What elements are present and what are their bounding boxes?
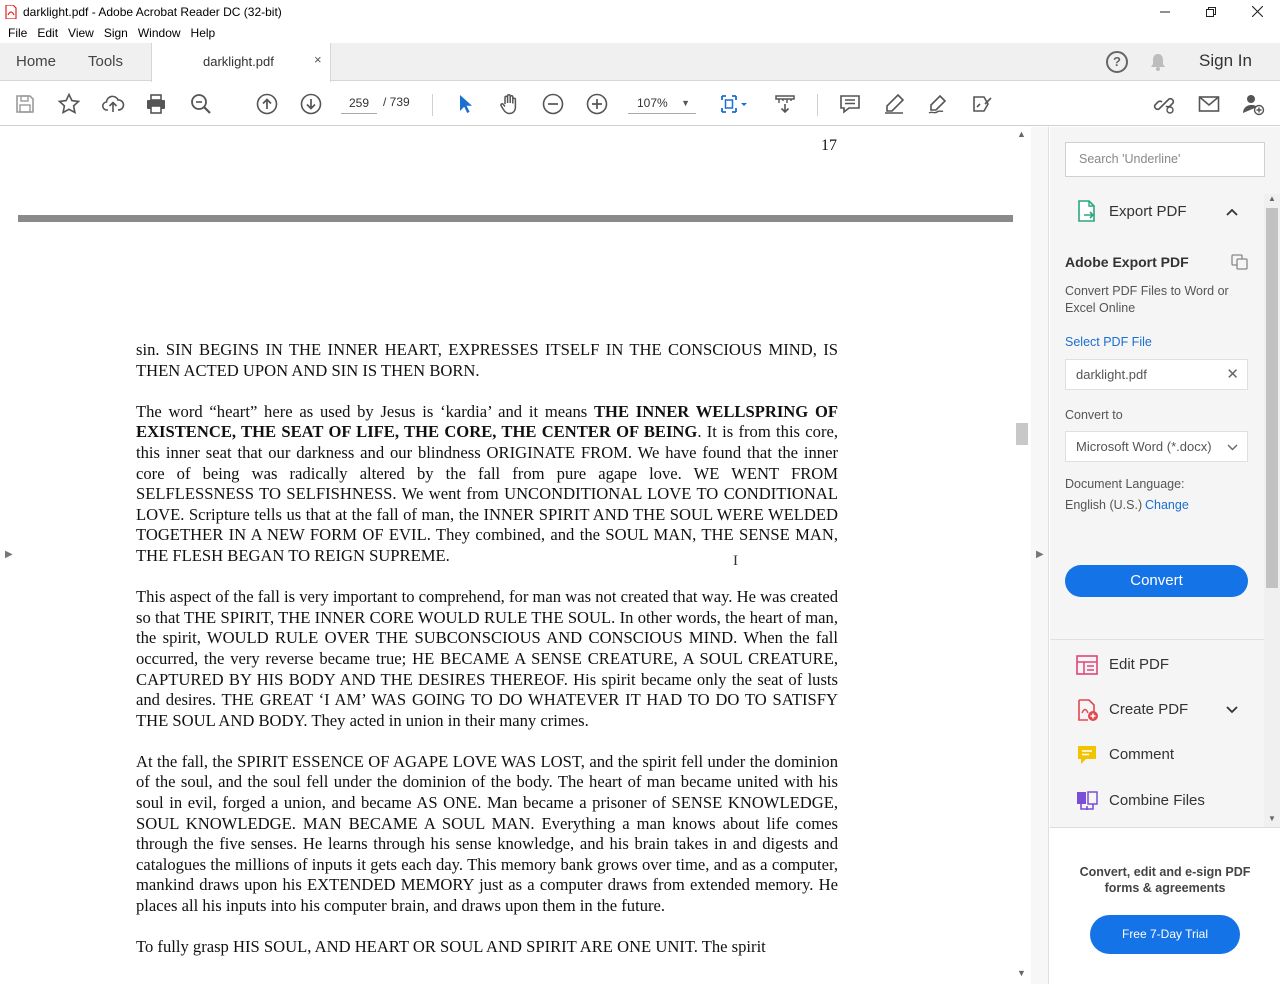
minimize-button[interactable] bbox=[1142, 0, 1188, 23]
page-number-label: 17 bbox=[821, 137, 837, 154]
toolbar-divider bbox=[432, 94, 433, 116]
chevron-right-icon: ▶ bbox=[1036, 549, 1044, 560]
chevron-down-icon: ▼ bbox=[681, 98, 690, 108]
menu-bar bbox=[0, 23, 1280, 43]
hand-icon bbox=[497, 92, 521, 116]
scroll-down-icon[interactable]: ▼ bbox=[1268, 814, 1276, 823]
document-scrollbar[interactable] bbox=[1013, 127, 1031, 984]
scrollbar-thumb[interactable] bbox=[1016, 423, 1028, 445]
convert-format-select[interactable] bbox=[1065, 431, 1248, 462]
menu-help[interactable]: Help bbox=[190, 26, 216, 40]
fit-page-button[interactable] bbox=[716, 91, 752, 117]
export-pdf-label: Export PDF bbox=[1109, 203, 1187, 220]
zoom-in-button[interactable] bbox=[584, 91, 610, 117]
text-cursor-icon: I bbox=[733, 553, 738, 569]
create-pdf-icon bbox=[1075, 698, 1099, 722]
convert-to-label: Convert to bbox=[1065, 408, 1123, 422]
tab-bar bbox=[0, 43, 1280, 81]
find-button[interactable] bbox=[188, 91, 214, 117]
maximize-button[interactable] bbox=[1188, 0, 1234, 23]
convert-format-value: Microsoft Word (*.docx) bbox=[1076, 439, 1212, 454]
menu-sign[interactable]: Sign bbox=[103, 26, 128, 40]
selected-file-field[interactable] bbox=[1065, 359, 1248, 390]
tool-label: Combine Files bbox=[1109, 792, 1205, 809]
chevron-right-icon: ▶ bbox=[5, 549, 13, 560]
export-pdf-header[interactable] bbox=[1075, 199, 1245, 225]
document-view[interactable] bbox=[0, 127, 1031, 984]
toolbar-divider bbox=[817, 94, 818, 116]
promo-text: Convert, edit and e-sign PDF forms & agreements bbox=[1079, 865, 1251, 895]
tool-label: Edit PDF bbox=[1109, 656, 1170, 673]
copy-documents-icon[interactable] bbox=[1231, 254, 1249, 270]
right-tools-pane bbox=[1050, 127, 1280, 984]
hand-tool-button[interactable] bbox=[496, 91, 522, 117]
upload-button[interactable] bbox=[100, 91, 126, 117]
scroll-up-icon[interactable]: ▲ bbox=[1017, 129, 1026, 139]
combine-files-icon bbox=[1075, 789, 1099, 813]
tab-document[interactable] bbox=[151, 43, 331, 82]
page-down-icon bbox=[299, 92, 323, 116]
add-user-icon bbox=[1241, 92, 1265, 116]
page-number-input[interactable]: 259 bbox=[341, 92, 377, 114]
paragraph bbox=[136, 937, 838, 958]
highlight-pen-icon bbox=[882, 92, 906, 116]
free-trial-button[interactable]: Free 7-Day Trial bbox=[1090, 915, 1240, 954]
minimize-icon bbox=[1160, 7, 1170, 17]
zoom-level-select[interactable] bbox=[628, 92, 696, 114]
fill-sign-button[interactable] bbox=[969, 91, 995, 117]
scroll-down-icon[interactable]: ▼ bbox=[1017, 968, 1026, 978]
adobe-export-description: Convert PDF Files to Word or Excel Online bbox=[1065, 284, 1229, 315]
selected-file-name: darklight.pdf bbox=[1076, 367, 1147, 382]
select-tool-button[interactable] bbox=[452, 91, 478, 117]
select-pdf-file-link[interactable]: Select PDF File bbox=[1065, 335, 1152, 349]
text-run: . It is from this core, this inner seat that our darkness and our blindness ORIGINATE FROM. We have found that the inner core of being was radically altered by the fall from pure agape love. WE WENT FROM SELFLESSNESS TO SELFISHNESS. We went from UNCONDITIONAL LOVE TO CONDITIONAL LOVE. Scripture tells us that at the fall of man, the INNER SPIRIT AND THE SOUL WERE WELDED TOGETHER IN A NEW FORM OF EVIL. They combined, and the SOUL MAN, THE SENSE MAN, THE FLESH BEGAN TO REIGN SUPREME. bbox=[136, 422, 838, 565]
scrollbar-thumb[interactable] bbox=[1266, 208, 1278, 588]
window-title: darklight.pdf - Adobe Acrobat Reader DC (32-bit) bbox=[23, 4, 282, 19]
save-button[interactable] bbox=[12, 91, 38, 117]
pane-divider bbox=[1050, 639, 1264, 640]
next-page-button[interactable] bbox=[298, 91, 324, 117]
page-separator bbox=[18, 215, 1013, 222]
email-button[interactable] bbox=[1196, 91, 1222, 117]
text-run: The word “heart” here as used by Jesus is ‘kardia’ and it means bbox=[136, 401, 594, 421]
email-icon bbox=[1197, 92, 1221, 116]
previous-page-button[interactable] bbox=[254, 91, 280, 117]
page-up-icon bbox=[255, 92, 279, 116]
right-pane-scrollbar[interactable] bbox=[1264, 194, 1280, 827]
share-link-button[interactable] bbox=[1151, 91, 1177, 117]
window-controls bbox=[1142, 0, 1280, 23]
toolbar bbox=[0, 82, 1280, 126]
menu-edit[interactable]: Edit bbox=[37, 26, 59, 40]
text-run: This aspect of the fall is very important to comprehend, for man was not created that way. He was created so that THE SPIRIT, THE INNER CORE WOULD RULE THE SOUL. In other words, the heart of man, the spirit, WOULD RULE OVER THE SUBCONSCIOUS AND CONSCIOUS MIND. When the fall occurred, the very reverse became true; HE BECAME A SENSE CREATURE, A SOUL CREATURE, CAPTURED BY HIS BODY AND THE DESIRES THEREOF. His spirit became only the seat of lusts and desires. THE GREAT ‘I AM’ WAS GOING TO DO WHATEVER IT HAD TO DO TO SATISFY THE SOUL AND BODY. They acted in union in their many crimes. bbox=[136, 587, 838, 730]
text-run: At the fall, the SPIRIT ESSENCE OF AGAPE LOVE WAS LOST, and the spirit fell under the dominion of the soul, and the soul fell under the dominion of the body. The heart of man became united with his soul in evil, forged a union, and became AS ONE. Man became a prisoner of SENSE KNOWLEDGE, SOUL KNOWLEDGE. MAN BECAME A SOUL MAN. Everything a man knows about life comes through the five senses. He learns through his sense knowledge, and his brain takes in and digests and catalogues the millions of inputs it gets each day. This memory bank grows over time, and as a computer, mankind draws upon his EXTENDED MEMORY just as a computer draws from extended memory. He places all his inputs into his computer brain, and draws upon them in the future. bbox=[136, 751, 838, 916]
acrobat-icon bbox=[5, 5, 17, 19]
change-language-link[interactable]: Change bbox=[1145, 498, 1189, 512]
share-link-icon bbox=[1152, 92, 1176, 116]
tool-create-pdf[interactable] bbox=[1075, 696, 1255, 724]
menu-file[interactable]: File bbox=[8, 26, 28, 40]
page-body-text bbox=[136, 340, 838, 978]
tools-search-input[interactable]: Search 'Underline' bbox=[1065, 142, 1265, 177]
help-icon[interactable]: ? bbox=[1106, 51, 1128, 73]
notification-bell-icon[interactable] bbox=[1148, 52, 1168, 72]
menu-view[interactable]: View bbox=[68, 26, 94, 40]
tab-home[interactable]: Home bbox=[16, 53, 57, 70]
comment-icon bbox=[838, 92, 862, 116]
bold-text-run: THE INNER WELLSPRING OF EXISTENCE, THE SEAT OF LIFE, THE CORE, THE CENTER OF BEING bbox=[136, 401, 838, 442]
zoom-out-icon bbox=[541, 92, 565, 116]
paragraph bbox=[136, 587, 838, 731]
zoom-search-icon bbox=[189, 92, 213, 116]
chevron-down-icon bbox=[1227, 442, 1238, 453]
promo-panel bbox=[1050, 827, 1280, 984]
tool-edit-pdf[interactable] bbox=[1075, 651, 1255, 679]
convert-button[interactable]: Convert bbox=[1065, 565, 1248, 597]
upload-icon bbox=[101, 92, 125, 116]
comment-icon bbox=[1075, 743, 1099, 767]
text-run: To fully grasp HIS SOUL, AND HEART OR SOUL AND SPIRIT ARE ONE UNIT. The spirit bbox=[136, 937, 766, 957]
close-window-button[interactable] bbox=[1234, 0, 1280, 23]
highlight-tool-button[interactable] bbox=[881, 91, 907, 117]
fill-sign-icon bbox=[970, 92, 994, 116]
title-bar bbox=[0, 0, 1280, 23]
zoom-out-button[interactable] bbox=[540, 91, 566, 117]
menu-window[interactable]: Window bbox=[137, 26, 181, 40]
paragraph bbox=[136, 752, 838, 917]
sign-tool-button[interactable] bbox=[925, 91, 951, 117]
restore-icon bbox=[1206, 7, 1216, 17]
zoom-in-icon bbox=[585, 92, 609, 116]
paragraph bbox=[136, 340, 838, 381]
export-pdf-icon bbox=[1075, 199, 1099, 223]
bookmark-star-icon bbox=[57, 92, 81, 116]
add-user-button[interactable] bbox=[1240, 91, 1266, 117]
save-icon bbox=[13, 92, 37, 116]
tab-document-label: darklight.pdf bbox=[203, 54, 274, 69]
fit-page-icon bbox=[718, 92, 750, 116]
remove-file-icon[interactable]: ✕ bbox=[1226, 366, 1239, 383]
document-language-value: English (U.S.) bbox=[1065, 498, 1143, 512]
sign-pen-icon bbox=[926, 92, 950, 116]
tool-label: Create PDF bbox=[1109, 701, 1189, 718]
scroll-mode-icon bbox=[773, 92, 797, 116]
print-icon bbox=[144, 92, 168, 116]
paragraph bbox=[136, 402, 838, 567]
zoom-level-value: 107% bbox=[637, 96, 668, 110]
scroll-up-icon[interactable]: ▲ bbox=[1268, 194, 1276, 203]
left-panel-toggle[interactable] bbox=[0, 127, 18, 984]
tab-close-button[interactable]: × bbox=[314, 52, 322, 67]
text-run: sin. SIN BEGINS IN THE INNER HEART, EXPRESSES ITSELF IN THE CONSCIOUS MIND, IS THEN ACTED UPON AND SIN IS THEN BORN. bbox=[136, 340, 838, 380]
tool-combine-files[interactable] bbox=[1075, 787, 1255, 815]
edit-pdf-icon bbox=[1075, 653, 1099, 677]
document-language-label: Document Language: bbox=[1065, 477, 1185, 491]
tab-tools[interactable]: Tools bbox=[88, 53, 124, 70]
chevron-up-icon bbox=[1225, 205, 1239, 219]
bookmark-button[interactable] bbox=[56, 91, 82, 117]
scroll-mode-button[interactable] bbox=[772, 91, 798, 117]
comment-tool-button[interactable] bbox=[837, 91, 863, 117]
select-arrow-icon bbox=[453, 92, 477, 116]
page-total: / 739 bbox=[383, 95, 410, 109]
tool-label: Comment bbox=[1109, 746, 1175, 763]
sign-in-button[interactable]: Sign In bbox=[1199, 51, 1252, 70]
close-icon bbox=[1252, 6, 1263, 17]
adobe-export-title: Adobe Export PDF bbox=[1065, 254, 1189, 270]
tool-comment[interactable] bbox=[1075, 741, 1255, 769]
print-button[interactable] bbox=[143, 91, 169, 117]
right-pane-toggle[interactable] bbox=[1031, 127, 1049, 984]
chevron-down-icon[interactable] bbox=[1225, 703, 1239, 717]
